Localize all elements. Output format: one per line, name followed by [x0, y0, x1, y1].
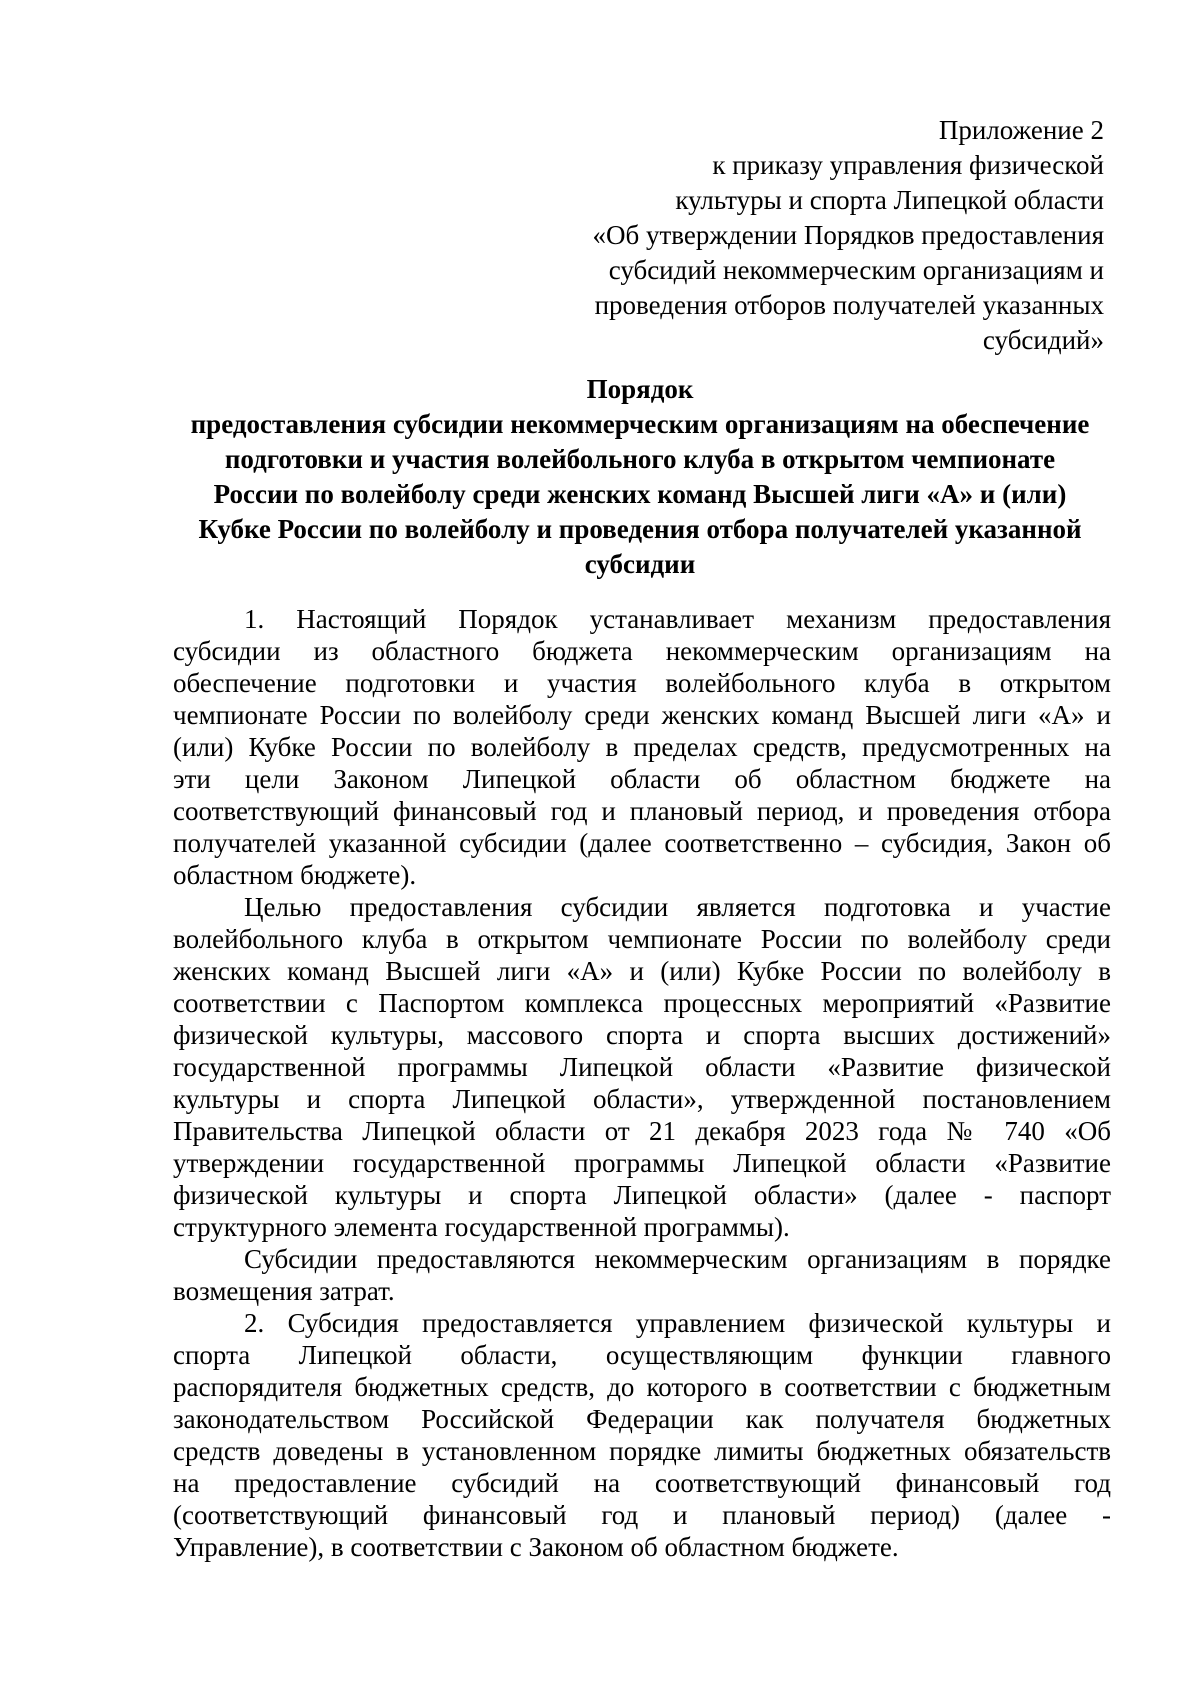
title-line: предоставления субсидии некоммерческим организациям на обеспечение	[190, 409, 1090, 439]
document-body	[173, 603, 1111, 1563]
appendix-line: к приказу управления физической	[712, 150, 1104, 180]
paragraph-4-line: распорядителя бюджетных средств, до которого в соответствии с бюджетным	[173, 1372, 1111, 1402]
appendix-line: проведения отборов получателей указанных	[594, 290, 1104, 320]
paragraph-4-line: Управление), в соответствии с Законом об областном бюджете.	[173, 1532, 899, 1562]
paragraph-1-line: чемпионате России по волейболу среди женских команд Высшей лиги «А» и	[173, 700, 1111, 730]
paragraph-2-line: Правительства Липецкой области от 21 декабря 2023 года № 740 «Об	[173, 1116, 1111, 1146]
paragraph-3-line: возмещения затрат.	[173, 1276, 395, 1306]
paragraph-4-line: на предоставление субсидий на соответствующий финансовый год	[173, 1468, 1111, 1498]
paragraph-2-line: женских команд Высшей лиги «А» и (или) Кубке России по волейболу в	[173, 956, 1111, 986]
paragraph-4-line: законодательством Российской Федерации как получателя бюджетных	[173, 1404, 1111, 1434]
paragraph-2-line: утверждении государственной программы Липецкой области «Развитие	[173, 1148, 1111, 1178]
appendix-header	[484, 113, 1104, 358]
title-heading: Порядок	[586, 374, 694, 404]
document-title	[170, 372, 1110, 582]
paragraph-3-line: Субсидии предоставляются некоммерческим организациям в порядке	[244, 1244, 1111, 1274]
paragraph-4-line: средств доведены в установленном порядке лимиты бюджетных обязательств	[173, 1436, 1111, 1466]
paragraph-1-line: эти цели Законом Липецкой области об областном бюджете на	[173, 764, 1111, 794]
appendix-line: Приложение 2	[938, 115, 1104, 145]
paragraph-1-line: 1. Настоящий Порядок устанавливает механизм предоставления	[244, 604, 1111, 634]
paragraph-2-line: волейбольного клуба в открытом чемпионате России по волейболу среди	[173, 924, 1111, 954]
title-line: подготовки и участия волейбольного клуба в открытом чемпионате	[224, 444, 1056, 474]
paragraph-2-line: структурного элемента государственной программы).	[173, 1212, 790, 1242]
paragraph-4-line: (соответствующий финансовый год и плановый период) (далее -	[173, 1500, 1111, 1530]
paragraph-1-line: получателей указанной субсидии (далее соответственно – субсидия, Закон об	[173, 828, 1111, 858]
paragraph-2-line: физической культуры, массового спорта и спорта высших достижений»	[173, 1020, 1111, 1050]
appendix-line: субсидий»	[982, 325, 1104, 355]
appendix-line: субсидий некоммерческим организациям и	[608, 255, 1104, 285]
paragraph-2-line: соответствии с Паспортом комплекса процессных мероприятий «Развитие	[173, 988, 1111, 1018]
paragraph-1-line: субсидии из областного бюджета некоммерческим организациям на	[173, 636, 1111, 666]
paragraph-2-line: культуры и спорта Липецкой области», утвержденной постановлением	[173, 1084, 1111, 1114]
paragraph-2-line: Целью предоставления субсидии является подготовка и участие	[244, 892, 1111, 922]
appendix-line: «Об утверждении Порядков предоставления	[592, 220, 1104, 250]
title-line: субсидии	[584, 549, 696, 579]
paragraph-4-line: спорта Липецкой области, осуществляющим функции главного	[173, 1340, 1111, 1370]
paragraph-1-line: (или) Кубке России по волейболу в пределах средств, предусмотренных на	[173, 732, 1111, 762]
paragraph-1-line: областном бюджете).	[173, 860, 417, 890]
paragraph-1-line: обеспечение подготовки и участия волейбольного клуба в открытом	[173, 668, 1111, 698]
title-line: России по волейболу среди женских команд Высшей лиги «А» и (или)	[213, 479, 1067, 509]
title-line: Кубке России по волейболу и проведения отбора получателей указанной	[198, 514, 1082, 544]
paragraph-4-line: 2. Субсидия предоставляется управлением физической культуры и	[244, 1308, 1111, 1338]
paragraph-2-line: государственной программы Липецкой области «Развитие физической	[173, 1052, 1111, 1082]
paragraph-2-line: физической культуры и спорта Липецкой области» (далее - паспорт	[173, 1180, 1111, 1210]
appendix-line: культуры и спорта Липецкой области	[675, 185, 1104, 215]
paragraph-1-line: соответствующий финансовый год и плановый период, и проведения отбора	[173, 796, 1111, 826]
